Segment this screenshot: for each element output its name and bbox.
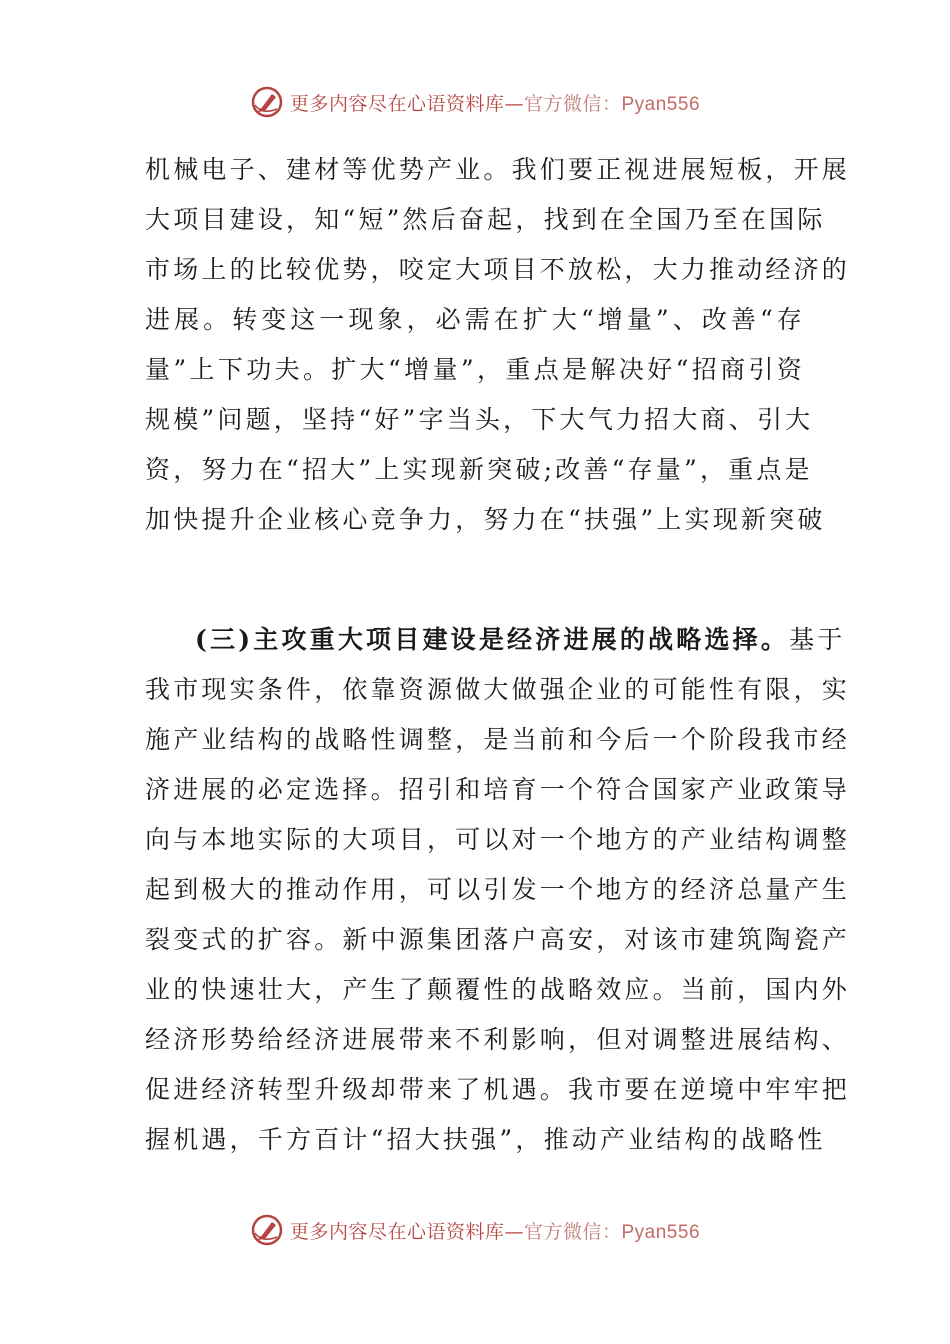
banner-wechat-id: Pyan556 [621,1221,701,1243]
pen-nib-logo-icon [250,1213,284,1247]
pen-nib-logo-icon [250,85,284,119]
text-line: 起到极大的推动作用，可以引发一个地方的经济总量产生 [145,875,851,904]
text-line: 规模”问题，坚持“好”字当头，下大气力招大商、引大 [145,405,814,434]
section-heading-line [145,615,846,665]
text-line: 向与本地实际的大项目，可以对一个地方的产业结构调整 [145,825,851,854]
text-line: 我市现实条件，依靠资源做大做强企业的可能性有限，实 [145,675,851,704]
text-line: 握机遇，千方百计“招大扶强”，推动产业结构的战略性 [145,1125,826,1154]
text-line: 加快提升企业核心竞争力，努力在“扶强”上实现新突破 [145,505,826,534]
banner-wechat-label: 官方微信： [523,1220,622,1243]
heading-line-rest: 基于 [789,625,846,654]
text-line: 大项目建设，知“短”然后奋起，找到在全国乃至在国际 [145,205,826,234]
text-line: 量”上下功夫。扩大“增量”，重点是解决好“招商引资 [145,355,805,384]
section-heading: (三)主攻重大项目建设是经济进展的战略选择。 [195,625,790,654]
banner-site-text: 更多内容尽在心语资料库— [289,1220,524,1243]
text-line: 施产业结构的战略性调整，是当前和今后一个阶段我市经 [145,725,851,754]
text-line: 进展。转变这一现象，必需在扩大“增量”、改善“存 [145,305,805,334]
banner-wechat-label: 官方微信： [523,92,622,115]
paragraph-1 [145,145,851,545]
text-line: 济进展的必定选择。招引和培育一个符合国家产业政策导 [145,775,851,804]
text-line: 经济形势给经济进展带来不利影响，但对调整进展结构、 [145,1025,851,1054]
text-line: 资，努力在“招大”上实现新突破;改善“存量”，重点是 [145,455,813,484]
text-line: 裂变式的扩容。新中源集团落户高安，对该市建筑陶瓷产 [145,925,851,954]
banner-wechat-id: Pyan556 [621,93,701,115]
banner-text [290,89,700,116]
header-banner [0,82,950,122]
text-line: 业的快速壮大，产生了颠覆性的战略效应。当前，国内外 [145,975,851,1004]
banner-site-text: 更多内容尽在心语资料库— [289,92,524,115]
text-line: 促进经济转型升级却带来了机遇。我市要在逆境中牢牢把 [145,1075,851,1104]
paragraph-2 [145,615,851,1165]
text-line: 机械电子、建材等优势产业。我们要正视进展短板，开展 [145,155,851,184]
banner-text [290,1217,700,1244]
text-line: 市场上的比较优势，咬定大项目不放松，大力推动经济的 [145,255,851,284]
footer-banner [0,1210,950,1250]
